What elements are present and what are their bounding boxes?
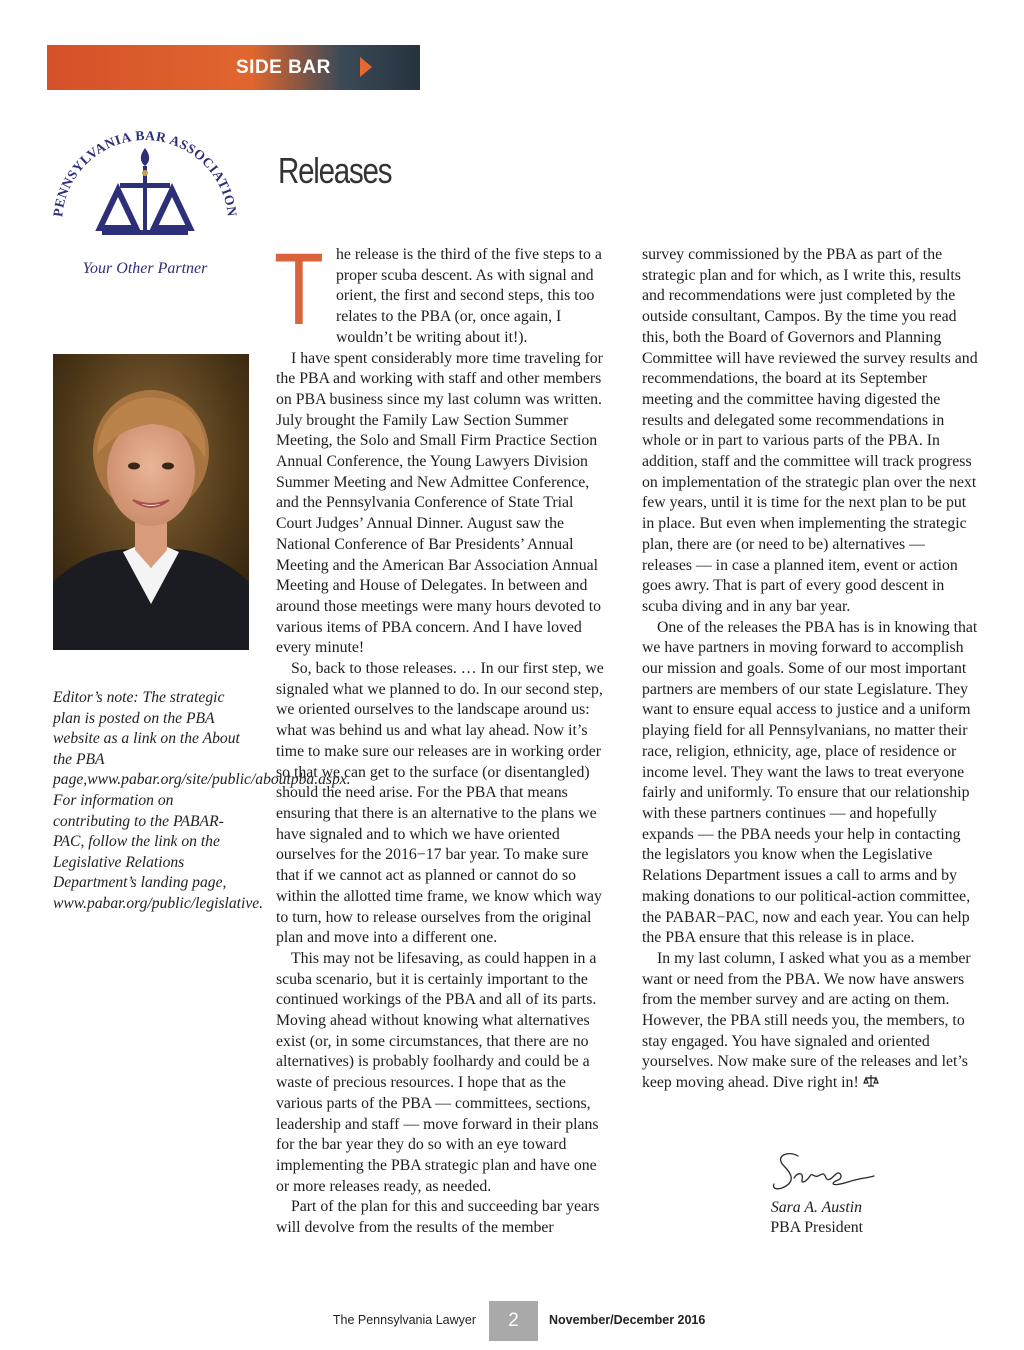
signature-name: Sara A. Austin	[770, 1199, 862, 1216]
paragraph: So, back to those releases. … In our first step, we signaled what we planned to do. In our second step, we oriented ourselves to the landscape around us: what was behind us and what lay ahead. Now it’s time to make sure our releases are in working order so that we can get to the surface (or disentangled) should the need arise. For the PBA that means ensuring that there is an alternative to the plans we have signaled and to which we have oriented ourselves for the 2016−17 bar year. To make sure that if we cannot act as planned or cannot do so within the allotted time frame, we know which way to turn, how to release ourselves from the original plan and move into a different one.	[276, 660, 604, 947]
arrow-right-icon	[360, 57, 372, 77]
editors-note: Editor’s note: The strategic plan is posted on the PBA website as a link on the About the PBA page,www.pabar.org/site/public/aboutpba.aspx. For information on contributing to the PABAR-PAC, follow the link on the Legislative Relations Department’s landing page, www.pabar.org/public/legislative.	[53, 689, 351, 912]
article-column-2	[642, 245, 978, 1094]
paragraph: Part of the plan for this and succeeding bar years will devolve from the results of the member	[276, 1198, 600, 1237]
paragraph: One of the releases the PBA has is in knowing that we have partners in moving forward to accomplish our mission and goals. Some of our most important partners are members of our state Legislature. They want to ensure equal access to justice and a uniform playing field for all Pennsylvanians, no matter their race, religion, ethnicity, age, place of residence or income level. They want the laws to treat everyone fairly and uniformly. To ensure that our relationship with these partners continues — and hopefully expands — the PBA needs your help in contacting the legislators you know when the Legislative Relations Department issues a call to arms and by making donations to our political-action committee, the PABAR−PAC, now and each year. You can help the PBA ensure that this release is in place.	[642, 618, 978, 947]
page-number: 2	[489, 1301, 538, 1341]
article-column-1	[274, 232, 612, 1239]
svg-text:Your Other Partner: Your Other Partner	[82, 260, 208, 277]
paragraph: I have spent considerably more time traveling for the PBA and working with staff and other members on PBA business since my last column was written. July brought the Family Law Section Summer Meeting, the Solo and Small Firm Practice Section Annual Conference, the Young Lawyers Division Summer Meeting and New Admittee Conference, and the Pennsylvania Conference of State Trial Court Judges’ Annual Dinner. August saw the National Conference of Bar Presidents’ Annual Meeting and the American Bar Association Annual Meeting and House of Delegates. In between and around those meetings were many hours devoted to various items of PBA concern. And I have loved every minute!	[276, 349, 603, 657]
paragraph: survey commissioned by the PBA as part of the strategic plan and for which, as I write this, results and recommendations were just completed by the outside consultant, Campos. By the time you read this, both the Board of Governors and Planning Committee will have reviewed the survey results and recommendations, the board at its September meeting and the committee having digested the results and delegated some recommendations in whole or in part to various parts of the PBA. In addition, staff and the committee will track progress on implementation of the strategic plan over the next few years, until it is time for the next plan to be put in place. But even when implementing the strategic plan, there are (or need to be) alternatives — releases — in case a planned item, event or action goes awry. That is part of every good descent in scuba diving and in any bar year.	[642, 246, 978, 615]
footer-publication: The Pennsylvania Lawyer	[332, 1313, 476, 1327]
signature	[768, 1148, 878, 1196]
pba-logo	[50, 128, 240, 283]
paragraph: The release is the third of the five steps to a proper scuba descent. As with signal and orient, the first and second steps, this too relates to the PBA (or, once again, I wouldn’t be writing about it!).	[274, 232, 602, 346]
svg-text:PENNSYLVANIA BAR ASSOCIATION: PENNSYLVANIA BAR ASSOCIATION	[50, 128, 240, 218]
paragraph: This may not be lifesaving, as could happen in a scuba scenario, but it is certainly important to the continued workings of the PBA and all of its parts. Moving ahead without knowing what alternatives exist (or, in some circumstances, that there are no alternatives) is probably foolhardy and could be a waste of precious resources. I hope that as the various parts of the PBA — committees, sections, leadership and staff — move forward in their plans for the bar year they do so with an eye toward implementing the PBA strategic plan and have one or more releases ready, as needed.	[276, 949, 599, 1195]
side-bar-label: SIDE BAR	[236, 57, 331, 78]
signature-title: PBA President	[770, 1219, 863, 1236]
footer-issue: November/December 2016	[549, 1313, 706, 1327]
scales-end-mark-icon	[863, 1074, 879, 1088]
paragraph: In my last column, I asked what you as a member want or need from the PBA. We now have answers from the member survey and are acting on them. However, the PBA still needs you, the members, to stay engaged. You have signaled and oriented yourselves. Now make sure of the releases and let’s keep moving ahead. Dive right in!	[642, 949, 971, 1092]
article-title: Releases	[278, 150, 392, 191]
drop-cap: T	[274, 232, 324, 346]
author-photo	[53, 354, 249, 650]
